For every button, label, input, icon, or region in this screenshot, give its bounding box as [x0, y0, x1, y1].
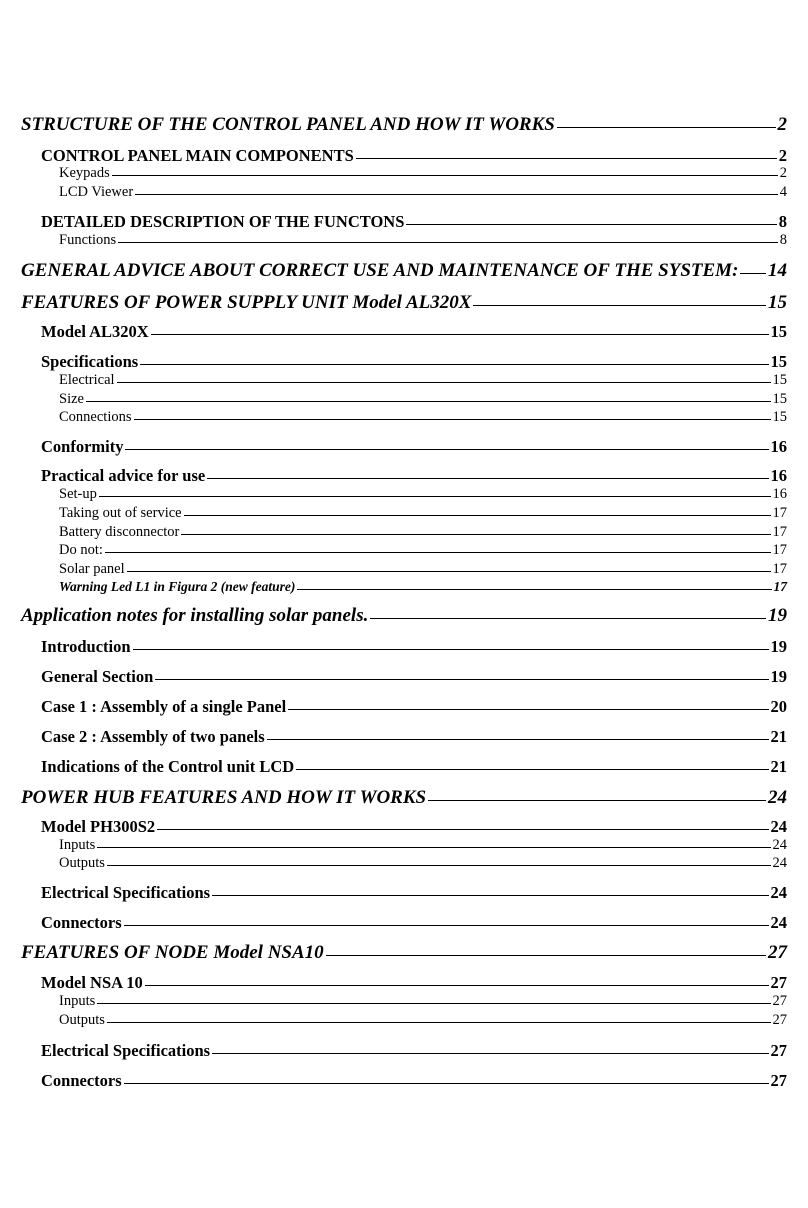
- toc-page-number: 21: [770, 757, 787, 776]
- toc-entry-title: LCD Viewer: [59, 184, 134, 200]
- toc-entry-level-2[interactable]: [0, 1071, 787, 1091]
- toc-entry-level-3[interactable]: [0, 993, 787, 1010]
- toc-entry-title: POWER HUB FEATURES AND HOW IT WORKS: [21, 787, 427, 808]
- toc-leader-line: [207, 478, 768, 479]
- toc-entry-title: GENERAL ADVICE ABOUT CORRECT USE AND MAINTENANCE OF THE SYSTEM:: [21, 260, 739, 281]
- toc-entry-level-1[interactable]: [0, 114, 787, 136]
- toc-leader-line: [356, 158, 777, 159]
- toc-leader-line: [212, 1053, 768, 1054]
- toc-entry-title: Connectors: [41, 1071, 122, 1090]
- toc-entry-level-2[interactable]: [0, 437, 787, 457]
- toc-entry-title: Electrical Specifications: [41, 1041, 211, 1060]
- toc-entry-level-2[interactable]: [0, 322, 787, 342]
- toc-page-number: 8: [779, 232, 787, 248]
- toc-entry-level-2[interactable]: [0, 637, 787, 657]
- toc-entry-level-3[interactable]: [0, 524, 787, 541]
- toc-page-number: 24: [772, 855, 787, 871]
- toc-entry-level-2[interactable]: [0, 212, 787, 232]
- toc-entry-level-2[interactable]: [0, 883, 787, 903]
- toc-entry-level-3[interactable]: [0, 542, 787, 559]
- toc-leader-line: [134, 419, 771, 420]
- toc-leader-line: [288, 709, 768, 710]
- toc-page-number: 27: [772, 993, 787, 1009]
- toc-leader-line: [107, 865, 771, 866]
- toc-page-number: 15: [768, 292, 787, 313]
- toc-leader-line: [212, 895, 768, 896]
- toc-entry-title: Practical advice for use: [41, 466, 206, 485]
- toc-entry-title: Do not:: [59, 542, 103, 558]
- toc-page-number: 17: [772, 524, 787, 540]
- toc-leader-line: [157, 829, 768, 830]
- toc-page-number: 27: [772, 1012, 787, 1028]
- toc-entry-level-2[interactable]: [0, 973, 787, 993]
- toc-page-number: 24: [768, 787, 787, 808]
- toc-entry-title: Conformity: [41, 437, 124, 456]
- toc-leader-line: [181, 534, 770, 535]
- toc-leader-line: [118, 242, 778, 243]
- toc-leader-line: [124, 925, 769, 926]
- toc-leader-line: [428, 800, 766, 801]
- toc-page-number: 2: [777, 114, 787, 135]
- toc-leader-line: [155, 679, 768, 680]
- toc-page-number: 4: [779, 184, 787, 200]
- toc-leader-line: [473, 305, 766, 306]
- toc-page-number: 16: [770, 437, 787, 456]
- toc-entry-level-3[interactable]: [0, 1012, 787, 1029]
- toc-entry-level-3[interactable]: [0, 561, 787, 578]
- toc-entry-level-2[interactable]: [0, 667, 787, 687]
- toc-entry-level-3[interactable]: [0, 579, 787, 595]
- toc-entry-title: Model NSA 10: [41, 973, 143, 992]
- toc-page-number: 24: [770, 913, 787, 932]
- toc-page-number: 17: [773, 579, 787, 594]
- toc-leader-line: [127, 571, 771, 572]
- toc-leader-line: [133, 649, 769, 650]
- toc-entry-level-2[interactable]: [0, 817, 787, 837]
- toc-leader-line: [135, 194, 778, 195]
- toc-entry-title: Model PH300S2: [41, 817, 156, 836]
- toc-page-number: 15: [772, 391, 787, 407]
- toc-entry-title: CONTROL PANEL MAIN COMPONENTS: [41, 146, 354, 165]
- toc-page-number: 17: [772, 505, 787, 521]
- toc-leader-line: [97, 1003, 770, 1004]
- toc-page-number: 14: [768, 260, 787, 281]
- toc-page-number: 24: [772, 837, 787, 853]
- toc-page-number: 27: [768, 942, 787, 963]
- toc-entry-level-1[interactable]: [0, 260, 787, 282]
- toc-entry-title: Introduction: [41, 637, 131, 656]
- toc-page-number: 15: [770, 322, 787, 341]
- toc-entry-level-2[interactable]: [0, 352, 787, 372]
- toc-entry-title: General Section: [41, 667, 154, 686]
- toc-page-number: 15: [772, 372, 787, 388]
- toc-entry-title: Connectors: [41, 913, 122, 932]
- toc-page-number: 15: [770, 352, 787, 371]
- toc-leader-line: [107, 1022, 771, 1023]
- toc-entry-title: Inputs: [59, 837, 96, 853]
- toc-leader-line: [740, 273, 766, 274]
- toc-page-number: 19: [770, 667, 787, 686]
- toc-entry-level-3[interactable]: [0, 505, 787, 522]
- toc-entry-title: Application notes for installing solar panels.: [21, 605, 369, 626]
- toc-page-number: 19: [770, 637, 787, 656]
- toc-leader-line: [125, 449, 768, 450]
- toc-page-number: 16: [772, 486, 787, 502]
- toc-entry-title: Case 1 : Assembly of a single Panel: [41, 697, 287, 716]
- toc-page-number: 17: [772, 561, 787, 577]
- toc-entry-title: Keypads: [59, 165, 110, 181]
- toc-leader-line: [140, 364, 768, 365]
- toc-leader-line: [406, 224, 776, 225]
- toc-entry-title: Set-up: [59, 486, 97, 502]
- toc-entry-title: Specifications: [41, 352, 139, 371]
- toc-page-number: 27: [770, 973, 787, 992]
- toc-leader-line: [97, 847, 770, 848]
- toc-leader-line: [296, 769, 768, 770]
- toc-entry-title: Outputs: [59, 1012, 105, 1028]
- toc-leader-line: [557, 127, 776, 128]
- toc-entry-title: Size: [59, 391, 84, 407]
- toc-entry-title: Indications of the Control unit LCD: [41, 757, 295, 776]
- toc-page-number: 2: [778, 146, 787, 165]
- toc-entry-level-3[interactable]: [0, 837, 787, 854]
- toc-page-number: 2: [779, 165, 787, 181]
- toc-entry-level-1[interactable]: [0, 787, 787, 809]
- toc-entry-title: DETAILED DESCRIPTION OF THE FUNCTONS: [41, 212, 405, 231]
- toc-page-number: 17: [772, 542, 787, 558]
- toc-entry-title: Connections: [59, 409, 132, 425]
- toc-leader-line: [117, 382, 771, 383]
- toc-entry-title: Inputs: [59, 993, 96, 1009]
- toc-page-number: 15: [772, 409, 787, 425]
- toc-page-number: 16: [770, 466, 787, 485]
- toc-leader-line: [86, 401, 771, 402]
- toc-entry-title: Functions: [59, 232, 117, 248]
- toc-leader-line: [99, 496, 771, 497]
- toc-entry-level-3[interactable]: [0, 165, 787, 182]
- toc-entry-level-2[interactable]: [0, 697, 787, 717]
- toc-entry-level-1[interactable]: [0, 292, 787, 314]
- toc-page-number: 27: [770, 1071, 787, 1090]
- toc-entry-level-2[interactable]: [0, 727, 787, 747]
- toc-entry-level-2[interactable]: [0, 466, 787, 486]
- toc-entry-level-3[interactable]: [0, 409, 787, 426]
- toc-leader-line: [370, 618, 766, 619]
- toc-leader-line: [124, 1083, 769, 1084]
- toc-entry-level-3[interactable]: [0, 184, 787, 201]
- toc-entry-level-2[interactable]: [0, 146, 787, 166]
- toc-leader-line: [326, 955, 766, 956]
- toc-page-number: 27: [770, 1041, 787, 1060]
- toc-entry-title: Taking out of service: [59, 505, 182, 521]
- toc-page-number: 24: [770, 883, 787, 902]
- toc-leader-line: [297, 589, 771, 590]
- toc-entry-level-3[interactable]: [0, 372, 787, 389]
- toc-page-number: 20: [770, 697, 787, 716]
- toc-leader-line: [184, 515, 771, 516]
- toc-entry-title: Solar panel: [59, 561, 125, 577]
- toc-entry-title: Battery disconnector: [59, 524, 180, 540]
- toc-entry-level-3[interactable]: [0, 232, 787, 249]
- toc-entry-level-2[interactable]: [0, 1041, 787, 1061]
- toc-entry-level-3[interactable]: [0, 391, 787, 408]
- toc-entry-level-1[interactable]: [0, 942, 787, 964]
- toc-entry-title: Outputs: [59, 855, 105, 871]
- toc-page-number: 19: [768, 605, 787, 626]
- toc-entry-level-2[interactable]: [0, 757, 787, 777]
- toc-entry-title: Electrical: [59, 372, 115, 388]
- toc-page-number: 8: [778, 212, 787, 231]
- toc-entry-level-1[interactable]: [0, 605, 787, 627]
- toc-leader-line: [105, 552, 771, 553]
- toc-entry-title: Case 2 : Assembly of two panels: [41, 727, 265, 746]
- toc-leader-line: [151, 334, 769, 335]
- toc-entry-title: FEATURES OF NODE Model NSA10: [21, 942, 324, 963]
- toc-entry-level-3[interactable]: [0, 855, 787, 872]
- toc-page-number: 21: [770, 727, 787, 746]
- toc-entry-title: STRUCTURE OF THE CONTROL PANEL AND HOW IT WORKS: [21, 114, 555, 135]
- toc-entry-title: Warning Led L1 in Figura 2 (new feature): [59, 579, 296, 594]
- toc-page-number: 24: [770, 817, 787, 836]
- toc-leader-line: [145, 985, 769, 986]
- toc-leader-line: [112, 175, 778, 176]
- toc-entry-level-3[interactable]: [0, 486, 787, 503]
- toc-entry-title: Model AL320X: [41, 322, 149, 341]
- toc-entry-level-2[interactable]: [0, 913, 787, 933]
- toc-entry-title: FEATURES OF POWER SUPPLY UNIT Model AL320X: [21, 292, 472, 313]
- toc-entry-title: Electrical Specifications: [41, 883, 211, 902]
- toc-leader-line: [267, 739, 769, 740]
